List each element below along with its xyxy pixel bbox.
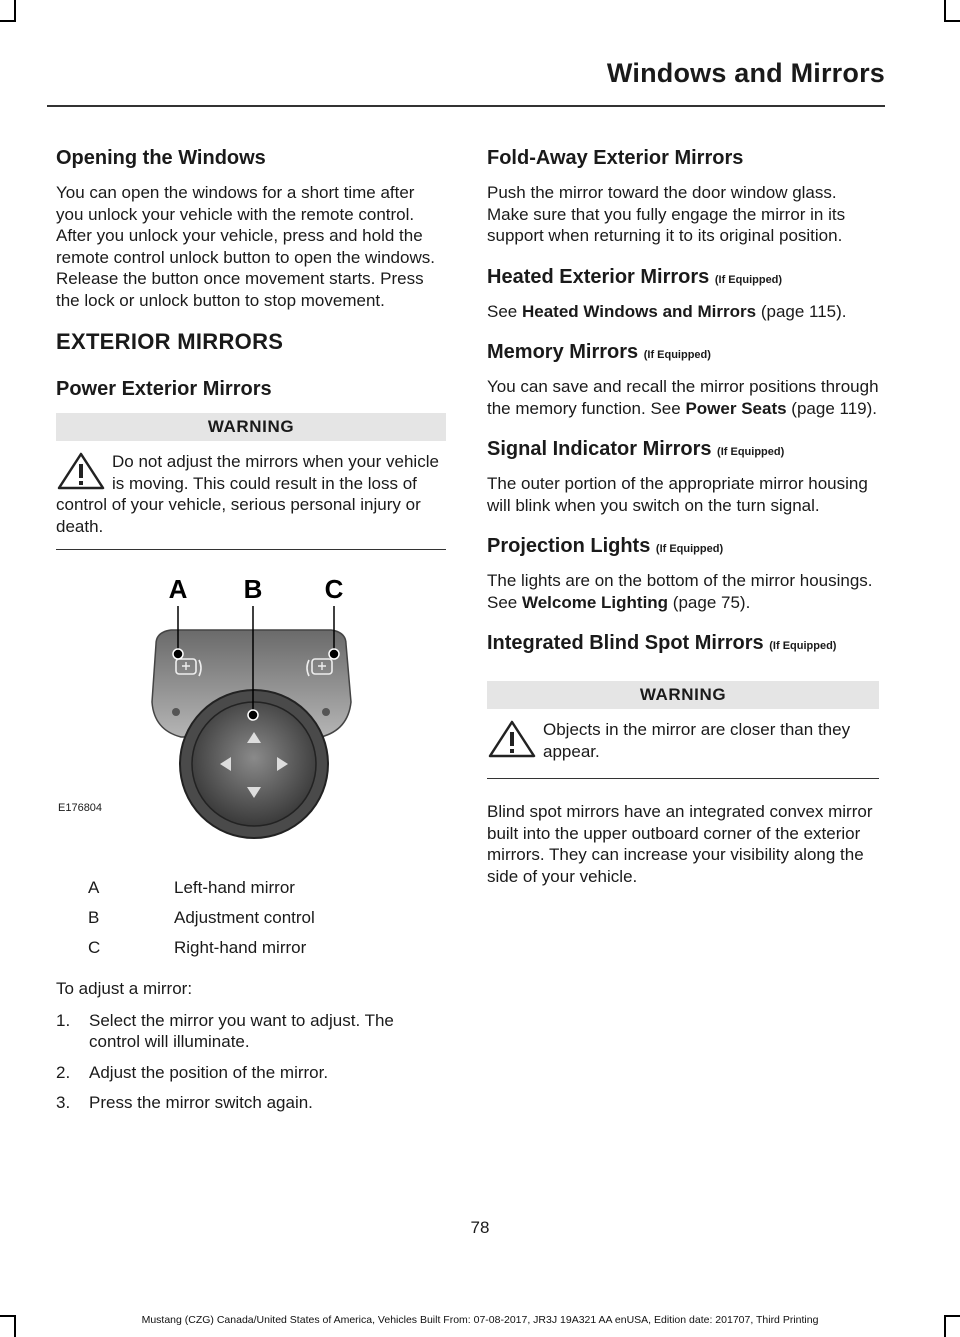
step-item <box>56 1062 446 1084</box>
footer-text: Mustang (CZG) Canada/United States of America, Vehicles Built From: 07-08-2017, JR3J 19A321 AA enUSA, Edition date: 201707, Third Printing <box>141 1314 819 1326</box>
fold-away-text: Push the mirror toward the door window glass. Make sure that you fully engage the mirror in its support when returning it to its original position. <box>487 183 846 245</box>
fold-away-heading: Fold-Away Exterior Mirrors <box>487 147 744 169</box>
key-row <box>56 934 315 964</box>
step-item <box>56 1092 446 1114</box>
warning-text: Objects in the mirror are closer than they appear. <box>543 720 851 761</box>
heated-mirrors-text <box>487 301 879 323</box>
page-title: Windows and Mirrors <box>606 58 885 88</box>
if-equipped-label: (If Equipped) <box>655 543 724 555</box>
page-reference: (page 75). <box>672 592 751 612</box>
memory-title: Memory Mirrors <box>487 341 639 363</box>
welcome-lighting-link[interactable]: Welcome Lighting <box>521 592 669 612</box>
see-label: See <box>487 301 518 321</box>
warning-title: WARNING <box>56 413 446 441</box>
page-reference: (page 119). <box>791 398 877 418</box>
figure-code: E176804 <box>58 802 103 814</box>
signal-mirrors-heading <box>487 437 879 461</box>
exterior-mirrors-heading: EXTERIOR MIRRORS <box>56 329 284 354</box>
heated-mirrors-heading <box>487 265 879 289</box>
opening-windows-text: You can open the windows for a short time after you unlock your vehicle with the remote control. After you unlock your vehicle, press and hold the remote control unlock button to open the windows. Release the button once movement starts. Press the lock or unlock button to stop movement. <box>56 183 435 310</box>
if-equipped-label: (If Equipped) <box>769 640 837 652</box>
memory-body: You can save and recall the mirror positions through the memory function. See <box>487 377 879 418</box>
key-description: Adjustment control <box>174 908 315 927</box>
step-number: 1. <box>56 1010 71 1030</box>
step-number: 2. <box>56 1062 71 1082</box>
blind-spot-text: Blind spot mirrors have an integrated convex mirror built into the upper outboard corner of the exterior mirrors. They can increase your visibility along the side of your vehicle. <box>487 802 873 886</box>
projection-lights-heading <box>487 534 879 558</box>
figure-key-table <box>56 874 315 964</box>
signal-mirrors-text: The outer portion of the appropriate mirror housing will blink when you switch on the turn signal. <box>487 474 868 515</box>
if-equipped-label: (If Equipped) <box>714 273 783 286</box>
warning-text: Do not adjust the mirrors when your vehicle is moving. This could result in the loss of control of your vehicle, serious personal injury or death. <box>56 452 439 536</box>
opening-windows-heading: Opening the Windows <box>56 147 266 169</box>
signal-title: Signal Indicator Mirrors <box>487 438 712 460</box>
warning-box <box>56 413 446 550</box>
warning-title: WARNING <box>487 681 879 709</box>
adjust-intro: To adjust a mirror: <box>56 979 193 998</box>
projection-body: The lights are on the bottom of the mirror housings. See <box>487 571 873 612</box>
crop-mark <box>14 0 16 22</box>
mirror-control-figure <box>56 572 446 862</box>
blind-spot-heading <box>487 631 879 655</box>
heated-title: Heated Exterior Mirrors <box>487 265 710 288</box>
memory-mirrors-heading <box>487 340 879 364</box>
key-row <box>56 874 315 904</box>
crop-mark <box>944 0 946 22</box>
step-text: Select the mirror you want to adjust. The control will illuminate. <box>89 1010 394 1051</box>
warning-triangle-icon <box>487 719 537 759</box>
step-text: Adjust the position of the mirror. <box>89 1062 329 1082</box>
right-column <box>487 146 879 905</box>
projection-lights-text <box>487 570 879 613</box>
warning-body <box>487 709 879 779</box>
heated-windows-link[interactable]: Heated Windows and Mirrors <box>521 301 757 321</box>
page-number: 78 <box>470 1218 490 1237</box>
crop-mark <box>944 20 960 22</box>
step-text: Press the mirror switch again. <box>89 1093 313 1112</box>
step-number: 3. <box>56 1093 71 1112</box>
left-column <box>56 146 446 1123</box>
blind-spot-title: Integrated Blind Spot Mirrors <box>487 632 764 654</box>
key-row <box>56 904 315 934</box>
page-reference: (page 115). <box>760 301 847 321</box>
callout-c: C <box>324 574 344 604</box>
key-description: Right-hand mirror <box>174 938 307 957</box>
key-letter: B <box>88 908 100 927</box>
projection-title: Projection Lights <box>487 535 651 557</box>
callout-a: A <box>168 574 188 604</box>
key-description: Left-hand mirror <box>174 878 295 897</box>
key-letter: C <box>88 938 101 957</box>
callout-b: B <box>243 574 263 604</box>
if-equipped-label: (If Equipped) <box>643 349 711 361</box>
if-equipped-label: (If Equipped) <box>717 446 785 458</box>
header-divider <box>47 105 885 107</box>
crop-mark <box>0 20 16 22</box>
key-letter: A <box>88 878 100 897</box>
warning-triangle-icon <box>56 451 106 491</box>
power-mirrors-heading: Power Exterior Mirrors <box>56 378 272 400</box>
memory-mirrors-text <box>487 376 879 419</box>
mirror-switch-illustration <box>56 572 446 842</box>
warning-body <box>56 441 446 550</box>
power-seats-link[interactable]: Power Seats <box>685 398 787 418</box>
adjust-steps-list <box>56 1010 446 1114</box>
warning-box <box>487 681 879 779</box>
step-item <box>56 1010 446 1053</box>
